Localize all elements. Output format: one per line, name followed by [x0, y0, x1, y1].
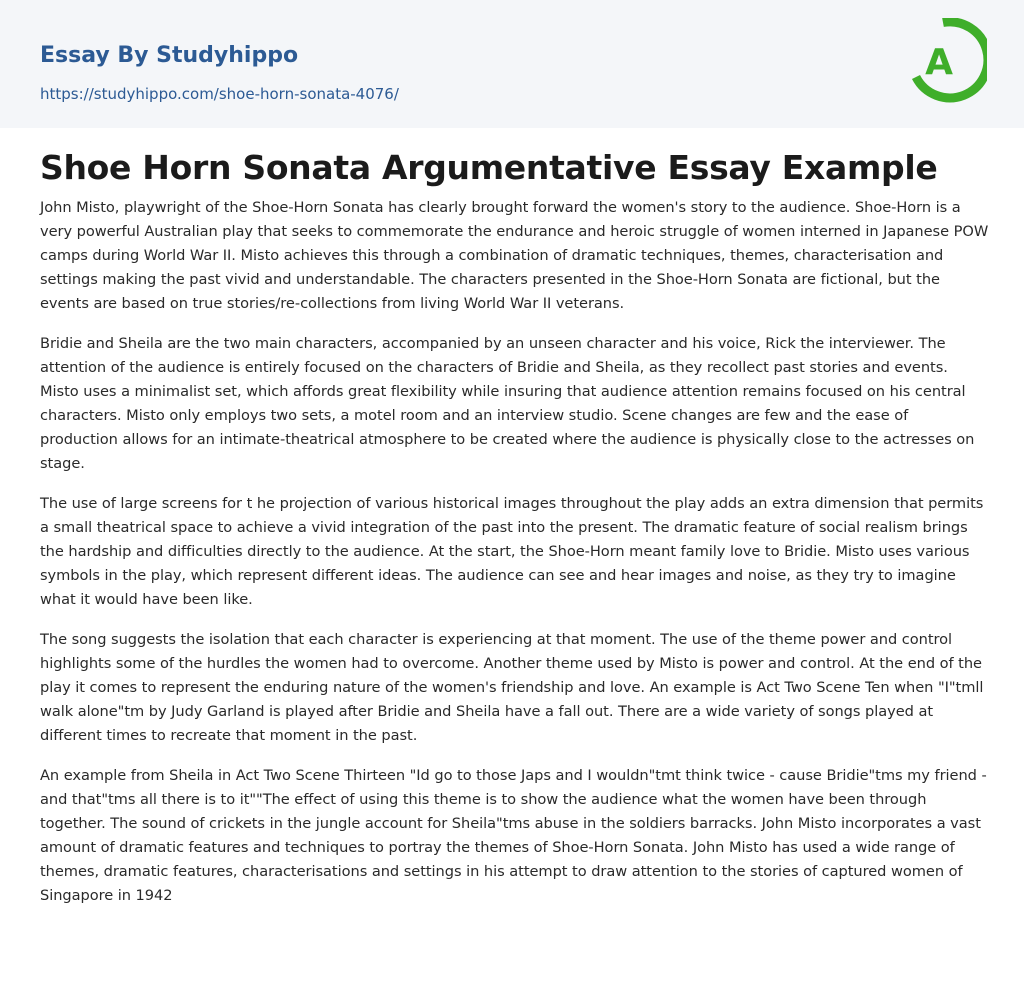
logo-letter: A [925, 42, 953, 83]
brand-title[interactable]: Essay By Studyhippo [40, 43, 299, 68]
essay-paragraph: Bridie and Sheila are the two main characters, accompanied by an unseen character and his voice, Rick the interviewer. The attention of the audience is entirely focused on the characters of Bridie and Sheila, as they recollect past stories and events. Misto uses a minimalist set, which affords great flexibility while insuring that audience attention remains focused on his central characters. Misto only employs two sets, a motel room and an interview studio. Scene changes are few and the ease of production allows for an intimate-theatrical atmosphere to be created where the audience is physically close to the actresses on stage. [40, 335, 975, 472]
essay-paragraph: The use of large screens for t he projection of various historical images throughout the play adds an extra dimension that permits a small theatrical space to achieve a vivid integration of the past into the present. The dramatic feature of social realism brings the hardship and difficulties directly to the audience. At the start, the Shoe-Horn meant family love to Bridie. Misto uses various symbols in the play, which represent different ideas. The audience can see and hear images and noise, as they try to imagine what it would have been like. [40, 495, 984, 608]
source-url-link[interactable]: https://studyhippo.com/shoe-horn-sonata-4076/ [40, 85, 399, 103]
essay-article [40, 146, 990, 924]
page-title: Shoe Horn Sonata Argumentative Essay Example [40, 148, 938, 187]
essay-paragraph: John Misto, playwright of the Shoe-Horn Sonata has clearly brought forward the women's story to the audience. Shoe-Horn is a very powerful Australian play that seeks to commemorate the endurance and heroic struggle of women interned in Japanese POW camps during World War II. Misto achieves this through a combination of dramatic techniques, themes, characterisation and settings making the past vivid and understandable. The characters presented in the Shoe-Horn Sonata are fictional, but the events are based on true stories/re-collections from living World War II veterans. [40, 199, 989, 312]
studyhippo-logo-icon[interactable] [911, 18, 987, 106]
essay-paragraph: The song suggests the isolation that each character is experiencing at that moment. The use of the theme power and control highlights some of the hurdles the women had to overcome. Another theme used by Misto is power and control. At the end of the play it comes to represent the enduring nature of the women's friendship and love. An example is Act Two Scene Ten when "I"tmll walk alone"tm by Judy Garland is played after Bridie and Sheila have a fall out. There are a wide variety of songs played at different times to recreate that moment in the past. [40, 631, 984, 744]
essay-paragraph: An example from Sheila in Act Two Scene Thirteen "Id go to those Japs and I wouldn"tmt think twice - cause Bridie"tms my friend - and that"tms all there is to it""The effect of using this theme is to show the audience what the women have been through together. The sound of crickets in the jungle account for Sheila"tms abuse in the soldiers barracks. John Misto incorporates a vast amount of dramatic features and techniques to portray the themes of Shoe-Horn Sonata. John Misto has used a wide range of themes, dramatic features, characterisations and settings in his attempt to draw attention to the stories of captured women of Singapore in 1942 [40, 767, 987, 904]
site-header [0, 0, 1024, 128]
